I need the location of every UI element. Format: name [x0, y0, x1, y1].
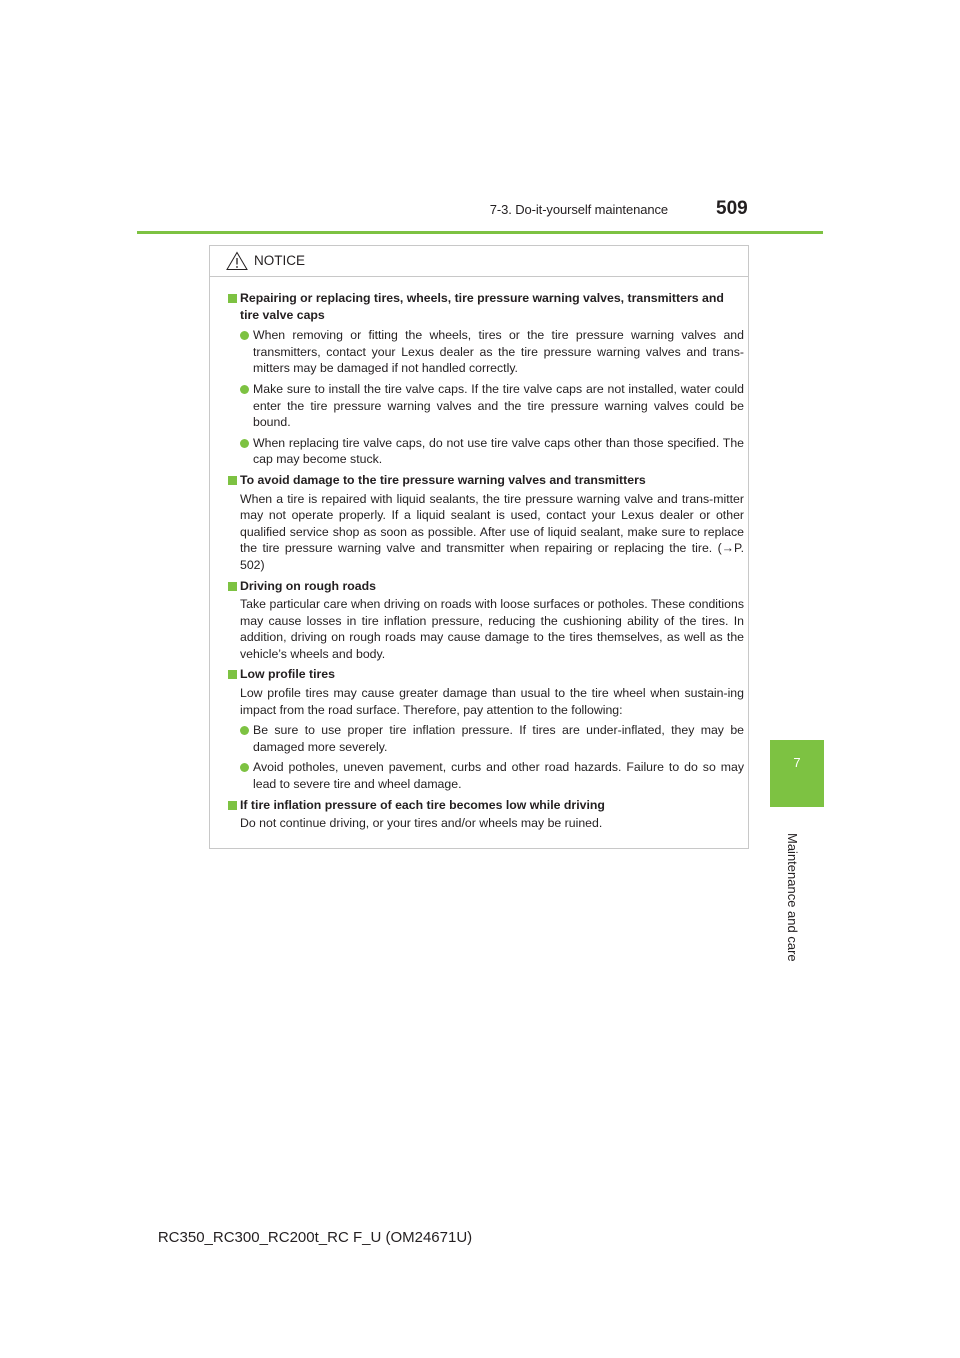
section-text: Low profile tires may cause greater damage than usual to the tire wheel when sustain-ing impact from the road surface. Therefore, pay attention to the following:: [240, 686, 744, 717]
section-heading: Low profile tires: [228, 666, 744, 683]
section-text: Do not continue driving, or your tires and/or wheels may be ruined.: [240, 816, 603, 831]
footer-model-code: RC350_RC300_RC200t_RC F_U (OM24671U): [157, 1229, 473, 1246]
green-square-bullet-icon: [228, 476, 237, 485]
green-square-bullet-icon: [228, 670, 237, 679]
list-item: Make sure to install the tire valve caps. If the tire valve caps are not installed, water could enter the tire pressure warning valves and the tire pressure warning valves could be bound.: [228, 381, 744, 431]
section-heading: Repairing or replacing tires, wheels, tire pressure warning valves, transmitters and tire valve caps: [228, 290, 744, 323]
chapter-tab-number: 7: [793, 755, 801, 770]
green-square-bullet-icon: [228, 582, 237, 591]
section-heading: Driving on rough roads: [228, 578, 744, 595]
list-item: Be sure to use proper tire inflation pressure. If tires are under-inflated, they may be damaged more severely.: [228, 722, 744, 755]
list-item: When removing or fitting the wheels, tires or the tire pressure warning valves and transmitters, contact your Lexus dealer as the tire pressure warning valves and trans-mitters may be damaged if not handled correctly.: [228, 327, 744, 377]
green-square-bullet-icon: [228, 801, 237, 810]
green-dot-bullet-icon: [240, 763, 249, 772]
section-heading: If tire inflation pressure of each tire becomes low while driving: [228, 797, 744, 814]
section-text: Take particular care when driving on roads with loose surfaces or potholes. These conditions may cause losses in tire inflation pressure, reducing the cushioning ability of the tires. In addition, driving on rough roads may cause damage to the tires themselves, as well as the vehicle’s wheels and body.: [240, 597, 744, 661]
green-dot-bullet-icon: [240, 439, 249, 448]
green-square-bullet-icon: [228, 294, 237, 303]
chapter-tab-title: Maintenance and care: [785, 833, 800, 962]
running-header-section: 7-3. Do-it-yourself maintenance: [489, 202, 668, 217]
green-dot-bullet-icon: [240, 331, 249, 340]
notice-body: [228, 290, 744, 832]
list-item: When replacing tire valve caps, do not use tire valve caps other than those specified. The cap may become stuck.: [228, 435, 744, 468]
warning-triangle-icon: [226, 251, 248, 271]
chapter-tab: [770, 740, 824, 807]
section-text: When a tire is repaired with liquid sealants, the tire pressure warning valve and trans-mitter may not operate properly. If a liquid sealant is used, contact your Lexus dealer or other qualified service shop as soon as possible. After use of liquid sealant, make sure to replace the tire pressure warning valve and transmitter when repairing or replacing the tire. (→P. 502): [240, 491, 744, 572]
header-divider: [137, 231, 823, 234]
notice-header: [210, 246, 748, 277]
green-dot-bullet-icon: [240, 726, 249, 735]
section-heading: To avoid damage to the tire pressure warning valves and transmitters: [228, 472, 744, 489]
notice-box: [209, 245, 749, 849]
green-dot-bullet-icon: [240, 385, 249, 394]
page-number: 509: [716, 198, 748, 219]
notice-title: NOTICE: [254, 253, 306, 268]
list-item: Avoid potholes, uneven pavement, curbs and other road hazards. Failure to do so may lead to severe tire and wheel damage.: [228, 759, 744, 792]
